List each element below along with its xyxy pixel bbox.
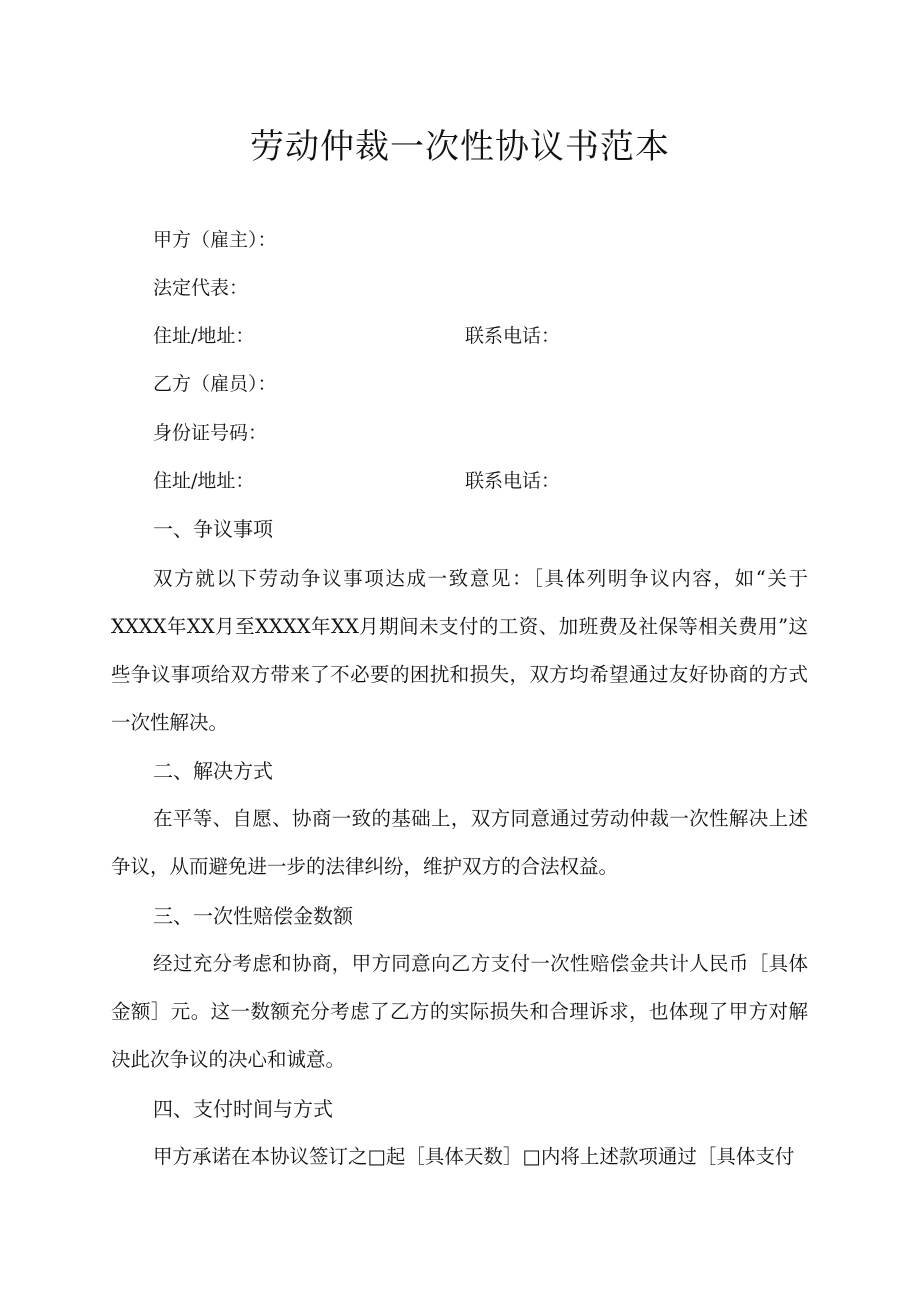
address-a-label: 住址/地址： [153, 325, 255, 347]
address-b-label: 住址/地址： [153, 470, 255, 492]
legal-rep-line [153, 273, 248, 303]
id-number-label: 身份证号码： [153, 422, 268, 444]
party-a-label: 甲方（雇主）： [153, 229, 277, 251]
id-number-line [153, 418, 267, 448]
section-heading: 一、争议事项 [153, 517, 273, 541]
section-body: 在平等、自愿、协商一致的基础上，双方同意通过劳动仲裁一次性解决上述争议，从而避免进一步的法律纠纷，维护双方的合法权益。 [111, 807, 808, 878]
party-b-line [153, 369, 277, 399]
section-heading: 四、支付时间与方式 [153, 1097, 333, 1121]
section-body: 双方就以下劳动争议事项达成一致意见：［具体列明争议内容，如“关于XXXX年XX月至XXXX年XX月期间未支付的工资、加班费及社保等相关费用”这些争议事项给双方带来了不必要的困扰和损失，双方均希望通过友好协商的方式一次性解决。 [111, 567, 808, 734]
document-title: 劳动仲裁一次性协议书范本 [250, 127, 670, 167]
section-body: 经过充分考虑和协商，甲方同意向乙方支付一次性赔偿金共计人民币［具体金额］元。这一数额充分考虑了乙方的实际损失和合理诉求，也体现了甲方对解决此次争议的决心和诚意。 [111, 952, 808, 1071]
legal-rep-label: 法定代表： [153, 277, 249, 299]
phone-b-label: 联系电话： [465, 470, 561, 492]
address-b-line [153, 466, 561, 496]
address-a-line [153, 321, 561, 351]
section-body: 甲方承诺在本协议签订之□起［具体天数］□内将上述款项通过［具体支付 [153, 1145, 795, 1168]
section-heading: 二、解决方式 [153, 759, 273, 783]
party-b-label: 乙方（雇员）： [153, 373, 277, 395]
phone-a-label: 联系电话： [465, 325, 561, 347]
party-a-line [153, 225, 277, 255]
section-heading: 三、一次性赔偿金数额 [153, 904, 353, 928]
